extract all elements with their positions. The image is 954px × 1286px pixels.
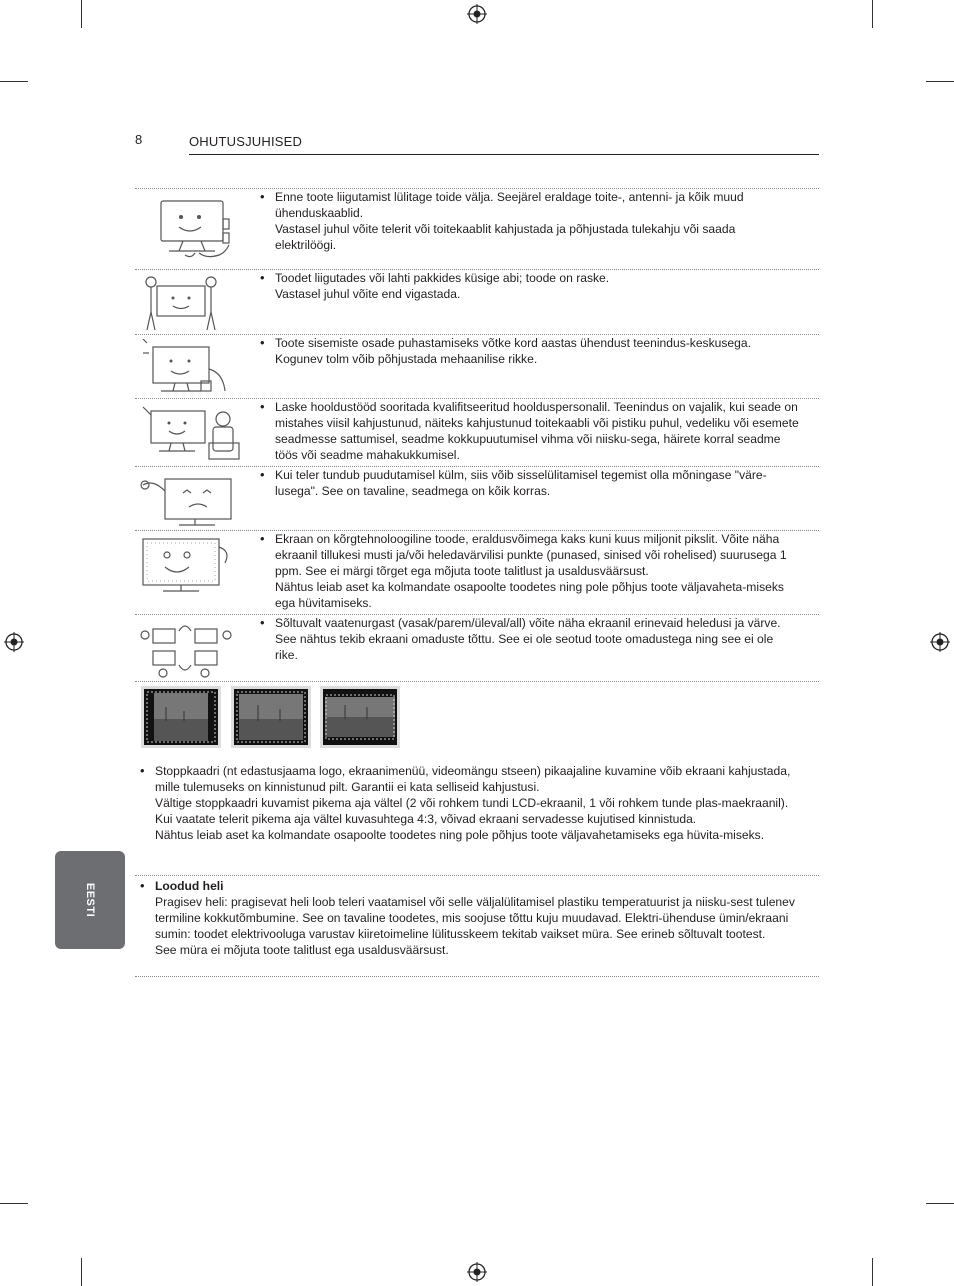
registration-mark-icon: [467, 1262, 487, 1282]
two-people-carry-tv-icon: [139, 274, 223, 332]
registration-mark-icon: [4, 632, 24, 652]
crop-mark: [926, 1203, 954, 1204]
divider: [135, 681, 819, 682]
header-rule: [189, 154, 819, 155]
safety-row: [135, 269, 819, 335]
still-image-thumbnail: [141, 686, 221, 748]
list-item: • Enne toote liigutamist lülitage toide välja. Seejärel eraldage toite-, antenni- ja kõik muud ühenduskaablid. Vastasel juhul võite telerit või toitekaablit kahjustada ja põhjustada tulekahju või saada elektrilöögi.: [259, 189, 799, 253]
safety-row: [135, 530, 819, 615]
crop-mark: [872, 0, 873, 28]
tv-pixels-icon: [139, 535, 239, 599]
safety-row: [135, 614, 819, 682]
safety-row: [135, 188, 819, 270]
list-item: • Toote sisemiste osade puhastamiseks võtke kord aastas ühendust teenindus-keskusega. Kogunev tolm võib põhjustada mehaanilise rikke.: [259, 335, 799, 367]
tv-service-technician-icon: [139, 403, 243, 465]
tv-viewing-angle-icon: [139, 619, 239, 679]
tv-cold-flicker-icon: [139, 471, 239, 531]
still-image-thumbnail: [320, 686, 400, 748]
crop-mark: [0, 1203, 28, 1204]
crop-mark: [926, 81, 954, 82]
still-image-thumbnail: [231, 686, 311, 748]
language-tab: [55, 851, 125, 949]
generated-sound-section: [139, 878, 799, 958]
crop-mark: [0, 81, 28, 82]
safety-row: [135, 398, 819, 467]
tv-unplug-cables-icon: [139, 193, 243, 265]
divider: [135, 875, 819, 876]
list-item-text: • Stoppkaadri (nt edastusjaama logo, ekraanimenüü, videomängu stseen) pikaajaline kuvamine võib ekraani kahjustada, mille tulemuseks on kinnistunud pilt. Garantii ei kata selliseid kahjustusi. Vältige stoppkaadri kuvamist pikema aja vältel (2 või rohkem tundi LCD-ekraanil, 1 või rohkem tunde plas-maekraanil). Kui vaatate telerit pikema aja vältel kuvasuhtega 4:3, võivad ekraani servadesse kujutised kinnistuda. Nähtus leiab aset ka kolmandate osapoolte toodetes ning pole põhjus toote väljavahetamiseks ega hüvita-miseks.: [155, 764, 791, 842]
registration-mark-icon: [467, 4, 487, 24]
list-item: [139, 878, 799, 958]
divider: [135, 976, 819, 977]
list-item: • Laske hooldustööd sooritada kvalifitseeritud hoolduspersonalil. Teenindus on vajalik, kui seade on mistahes viisil kahjustunud, näiteks kahjustunud toitekaabli või pistiku puhul, vedeliku või esemete seadmesse sattumisel, seadme kokkupuutumisel vihma või niisku-sega, häirete korral seadme töös või seadme mahakukkumisel.: [259, 399, 799, 463]
list-item: [139, 763, 799, 843]
list-item: • Toodet liigutades või lahti pakkides küsige abi; toode on raske. Vastasel juhul võite end vigastada.: [259, 270, 799, 302]
crop-mark: [872, 1258, 873, 1286]
safety-row: [135, 466, 819, 531]
still-image-grass-pillarbox-icon: [144, 689, 218, 745]
list-item: • Kui teler tundub puudutamisel külm, siis võib sisselülitamisel tegemist olla mõningase "väre-lusega". See on tavaline, seadmega on kõik korras.: [259, 467, 799, 499]
page-title: OHUTUSJUHISED: [189, 134, 303, 149]
registration-mark-icon: [930, 632, 950, 652]
crop-mark: [81, 0, 82, 28]
still-image-grass-letterbox-icon: [323, 689, 397, 745]
list-item: • Sõltuvalt vaatenurgast (vasak/parem/üleval/all) võite näha ekraanil erinevaid heledusi ja värve. See nähtus tekib ekraani omaduste tõttu. See ei ole seotud toote omadustega ning see ei ole rike.: [259, 615, 799, 663]
safety-row: [135, 334, 819, 399]
tv-dust-cleaning-icon: [139, 339, 239, 397]
page-number: 8: [135, 132, 143, 147]
section-title: • Loodud heli: [155, 879, 224, 893]
list-item-text: Pragisev heli: pragisevat heli loob teleri vaatamisel või selle väljalülitamisel plastiku temperatuurist ja niisku-sest tulenev termiline kokkutõmbumine. See on tavaline toodetes, mis soojuse tõttu kuju muudavad. Elektri-ühenduse ümin/ekraani sumin: toodet elektrivooluga varustav kiiretoimeline lülitusskeem tekitab vaikset müra. See erineb sõltuvalt tootest. See müra ei mõjuta toote talitlust ega usaldusväärsust.: [155, 895, 795, 957]
still-image-grass-frame-icon: [234, 689, 308, 745]
crop-mark: [81, 1258, 82, 1286]
list-item: • Ekraan on kõrgtehnoloogiline toode, eraldusvõimega kaks kuni kuus miljonit pikslit. Võite näha ekraanil tillukesi musti ja/või heledavärvilisi punkte (punased, sinised või rohelised) suurusega 1 ppm. See ei märgi tõrget ega mõjuta toote talitlust ja usaldusväärsust. Nähtus leiab aset ka kolmandate osapoolte toodetes ning pole põhjus toote väljavaheta-miseks ega hüvitamiseks.: [259, 531, 799, 611]
still-image-warning: [139, 763, 799, 843]
language-tab-label: EESTI: [84, 882, 96, 918]
